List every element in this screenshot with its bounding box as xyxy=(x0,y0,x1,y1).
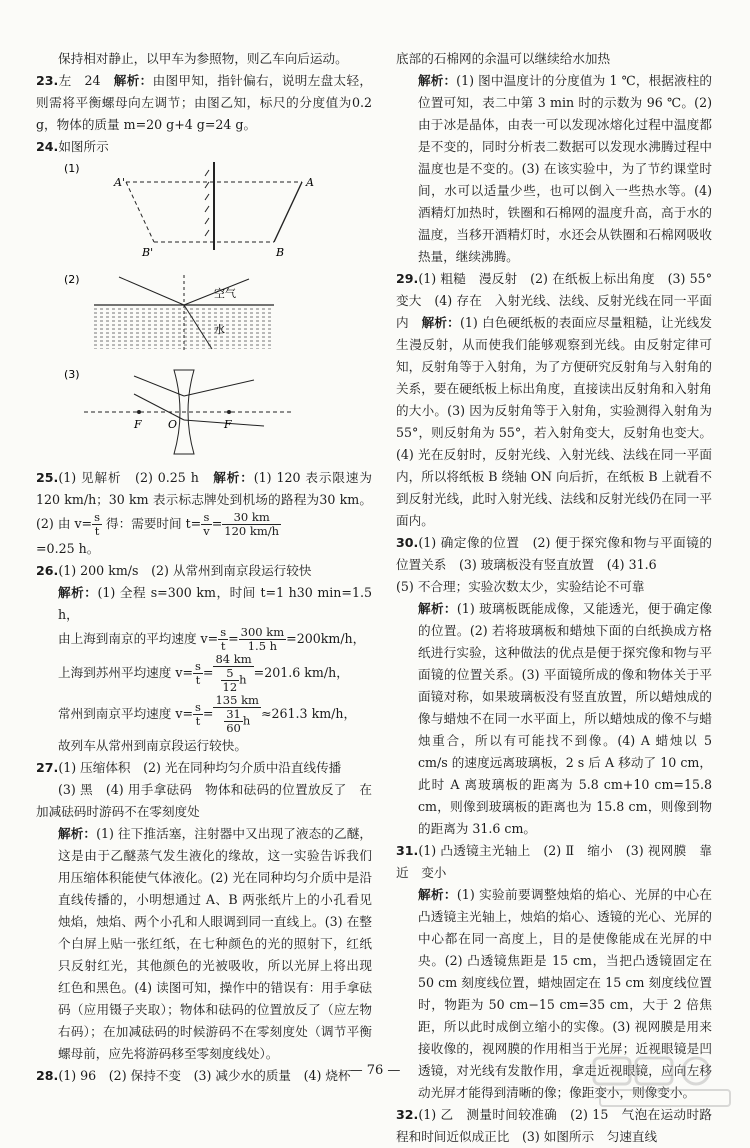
left-column xyxy=(36,48,372,1087)
q24-answer: 如图所示 xyxy=(58,139,109,154)
q26-num: 26. xyxy=(36,563,59,578)
q27-analysis: 解析：(1) 往下推活塞，注射器中又出现了液态的乙醚，这是由于乙醚蒸气发生液化的缘故，这一实验告诉我们用压缩体积能使气体液化。(2) 光在同种均匀介质中是沿直线传播的，小明想通过 A、B 两张纸片上的小孔看见烛焰，烛焰、两个小孔和人眼调到同一直线上。(3) 在整个白屏上贴一张红纸，在七种颜色的光的照射下，红纸只反射红光，其他颜色的光被吸收，所以光屏上将出现红色和黑色。(4) 读图可知，操作中的错误有：用手拿砝码（应用镊子夹取）；物体和砝码的位置放反了（应左物右码）；在加减砝码的时候游码不在零刻度处（调节平衡螺母前，应先将游码移至零刻度线处）。 xyxy=(58,826,373,1061)
frac-30-120: $\frac{30 km}{120 km/h}$ xyxy=(224,510,280,538)
q29-num: 29. xyxy=(396,271,419,286)
right-column xyxy=(396,48,712,1148)
ray-2-in xyxy=(134,394,184,420)
frac-s-v: $\frac{s}{v}$ xyxy=(203,510,210,538)
q24-num: 24. xyxy=(36,139,59,154)
q26-analysis: 解析：(1) 全程 s=300 km，时间 t=1 h30 min=1.5 h， 由上海到南京的平均速度 v= $\frac{s}{t}$ = $\frac{300 km}{1.5 h}$ =200km/h， 上海到苏州平均速度 v= $\frac{s}{t}$ = 84 km $\frac{5}{12}$ h =201.6 km/h， 常州到南京平均速度 v= $\frac{s}{t}$ = 135 km $\frac{31}{60}$ h ≈261.3 km/h， 故列车从常州到南京段运行较快。 xyxy=(58,585,372,753)
q25-body: (1) 120 表示限速为120 km/h；30 km 表示标志牌处到机场的路程为30 km。(2) 由 v= xyxy=(36,470,373,531)
watermark-logo xyxy=(592,1054,742,1110)
ray-1-out xyxy=(184,380,254,396)
q25-num: 25. xyxy=(36,470,59,485)
q24 xyxy=(36,136,372,158)
q31: 31.(1) 凸透镜主光轴上 (2) Ⅱ 缩小 (3) 视网膜 靠近 变小 xyxy=(396,843,712,880)
label-B-prime: B' xyxy=(142,246,154,259)
q23-body: 由图甲知，指针偏右，说明左盘太轻，则需将平衡螺母向左调节；由图乙知，标尺的分度值为0.2 g，物体的质量 m=20 g+4 g=24 g。 xyxy=(36,73,373,132)
q22-tail: 保持相对静止，以甲车为参照物，则乙车向后运动。 xyxy=(58,51,348,66)
frac-s-t: $\frac{s}{t}$ xyxy=(94,510,101,538)
q31-num: 31. xyxy=(396,843,419,858)
fig2-label: (2) xyxy=(64,273,80,286)
q32-num: 32. xyxy=(396,1107,419,1122)
object-AB xyxy=(274,182,302,242)
label-air: 空气 xyxy=(214,287,236,300)
q27: 27.(1) 压缩体积 (2) 光在同种均匀介质中沿直线传播 (3) 黑 (4) 用手拿砝码 物体和砝码的位置放反了 在加减砝码时游码不在零刻度处 xyxy=(36,760,372,819)
label-water: 水 xyxy=(214,323,225,336)
q27-num: 27. xyxy=(36,760,59,775)
label-F-right: F xyxy=(224,418,232,431)
q26-answer: (1) 200 km/s (2) 从常州到南京段运行较快 xyxy=(58,563,312,578)
q31-analysis: 解析：(1) 实验前要调整烛焰的焰心、光屏的中心在凸透镜主光轴上，烛焰的焰心、透镜的光心、光屏的中心都在同一高度上，目的是使像能成在光屏的中央。(2) 凸透镜焦距是 15 cm，当把凸透镜固定在 50 cm 刻度线位置，蜡烛固定在 15 cm 刻度线位置时，物距为 50 cm−15 cm=35 cm，大于 2 倍焦距，所以此时成倒立缩小的实像。(3) 视网膜是用来接收像的，视网膜的作用相当于光屏；近视眼镜是凹透镜，对光线有发散作用，拿走近视眼镜，应向左移动光屏才能得到清晰的像；像距变小，则像变小。 xyxy=(418,887,713,1100)
label-B: B xyxy=(276,246,285,259)
q25-answer: (1) 见解析 (2) 0.25 h xyxy=(58,470,214,485)
q29: 29.(1) 粗糙 漫反射 (2) 在纸板上标出角度 (3) 55°变大 (4) 存在 入射光线、法线、反射光线在同一平面内 解析：(1) 白色硬纸板的表面应尽量粗糙，让光线发生漫反射，从而使我们能够观察到光线。由反射定律可知，反射角等于入射角，为了方便研究反射角与入射角的关系，要在硬纸板上标出角度，直接读出反射角和入射角的大小。(3) 因为反射角等于入射角，实验测得入射角为 55°，则反射角为 55°，若入射角变大，反射角也变大。(4) 光在反射时，反射光线、入射光线、法线在同一平面内，所以将纸板 B 绕轴 ON 向后折，在纸板 B 上就看不到反射光线，此时入射光线、法线和反射光线仍在同一平面内。 xyxy=(396,271,713,528)
q30: 30.(1) 确定像的位置 (2) 便于探究像和物与平面镜的位置关系 (3) 玻璃板没有竖直放置 (4) 31.6 (5) 不合理；实验次数太少，实验结论不可靠 xyxy=(396,535,712,594)
virtual-image xyxy=(126,182,154,242)
incident-ray xyxy=(119,277,184,305)
figure-2-refraction xyxy=(64,271,364,355)
q26 xyxy=(36,560,372,582)
q23-answer: 左 24 xyxy=(58,73,114,88)
figure-3-concave-lens xyxy=(64,366,364,458)
label-O: O xyxy=(168,418,178,431)
q30-analysis: 解析：(1) 玻璃板既能成像，又能透光，便于确定像的位置。(2) 若将玻璃板和蜡烛下面的白纸换成方格纸进行实验，这种做法的优点是便于探究像和物与平面镜的位置关系。(3) 平面镜所成的像和物体关于平面镜对称，如果玻璃板没有竖直放置，所以蜡烛成的像与蜡烛不在同一水平面上，所以蜡烛成的像不与蜡烛重合，所以有可能找不到像。(4) A 蜡烛以 5 cm/s 的速度远离玻璃板，2 s 后 A 移动了 10 cm，此时 A 离玻璃板的距离为 5.8 cm+10 cm=15.8 cm，则像到玻璃板的距离也为 15.8 cm，则像到物的距离为 31.6 cm。 xyxy=(418,601,713,836)
q25-result: =0.25 h。 xyxy=(36,541,100,556)
q23-jx: 解析： xyxy=(113,73,153,88)
q28: 28.(1) 96 (2) 保持不变 (3) 减少水的质量 (4) 烧杯 xyxy=(36,1068,351,1083)
q25-jx: 解析： xyxy=(213,470,254,485)
page-number: — 76 — xyxy=(349,1063,401,1078)
q25: 25.(1) 见解析 (2) 0.25 h 解析：(1) 120 表示限速为120 km/h；30 km 表示标志牌处到机场的路程为30 km。(2) 由 v= $\frac{s}{t}$ 得：需要时间 t= $\frac{s}{v}$ = $\frac{30 km}{120 km/h}$ =0.25 h。 xyxy=(36,470,373,556)
fig3-label: (3) xyxy=(64,368,80,381)
label-A: A xyxy=(306,176,314,189)
figure-1-plane-mirror xyxy=(64,160,364,260)
q30-num: 30. xyxy=(396,535,419,550)
q28-num: 28. xyxy=(36,1068,59,1083)
q23-num: 23. xyxy=(36,73,59,88)
q28-analysis: 解析：(1) 图中温度计的分度值为 1 ℃，根据液柱的位置可知，表二中第 3 min 时的示数为 96 ℃。(2) 由于冰是晶体，由表一可以发现冰熔化过程中温度都是不变的，同时分析表二数据可以发现水沸腾过程中温度也是不变的。(3) 在该实验中，为了节约课堂时间，水可以适量少些，也可以倒入一些热水等。(4) 酒精灯加热时，铁圈和石棉网的温度升高，高于水的温度，当移开酒精灯时，水还会从铁圈和石棉网吸收热量，继续沸腾。 xyxy=(418,73,713,264)
q25-body2: 得：需要时间 t= xyxy=(102,516,202,531)
q32: 32.(1) 乙 测量时间较准确 (2) 15 气泡在运动时路程和时间近似成正比 (3) 如图所示 匀速直线 xyxy=(396,1107,712,1144)
label-F-left: F xyxy=(134,418,142,431)
q23 xyxy=(36,70,372,136)
label-A-prime: A' xyxy=(114,176,125,189)
fig1-label: (1) xyxy=(64,162,80,175)
q28-cont: 底部的石棉网的余温可以继续给水加热 xyxy=(396,51,611,66)
